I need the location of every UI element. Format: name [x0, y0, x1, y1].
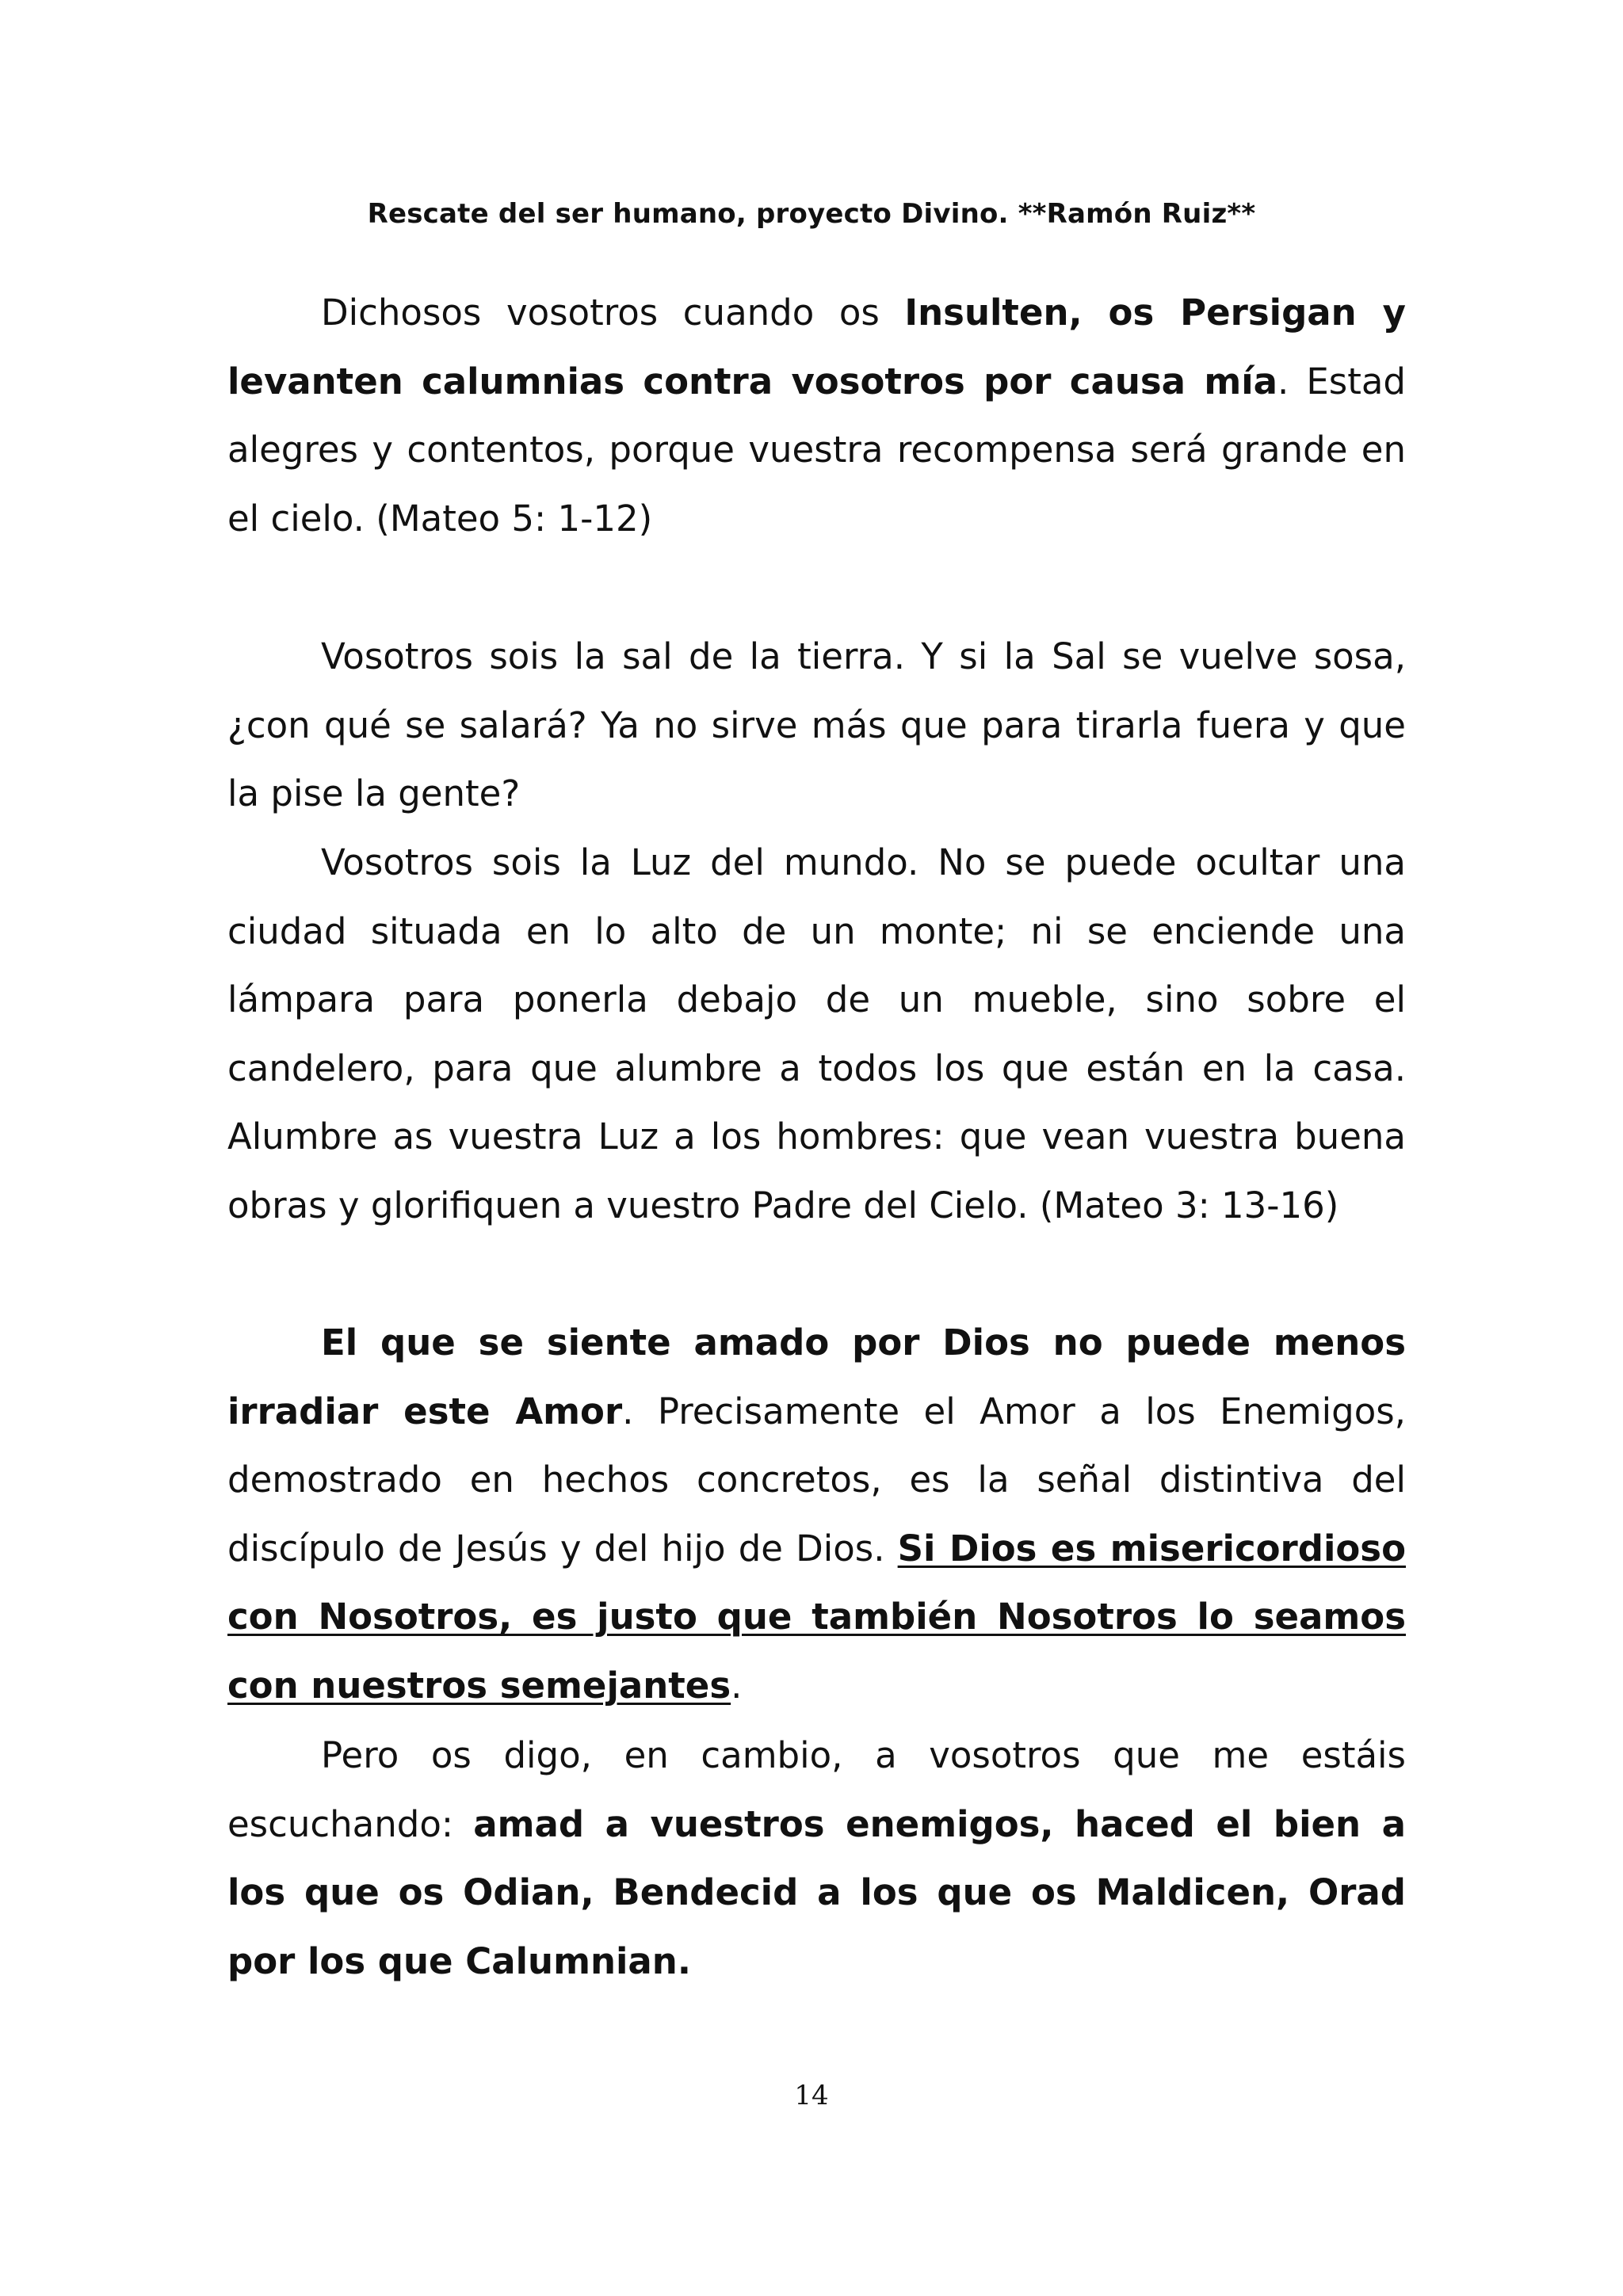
paragraph-bold-text: El que se siente amado por Dios no puede menos irradiar este Amor: [227, 1322, 1406, 1432]
paragraph-salt: [227, 623, 1406, 829]
paragraph-beatitudes: [227, 279, 1406, 553]
paragraph-underlined-text: Si Dios es misericordioso con Nosotros, es justo que también Nosotros lo seamos con nuestros semejantes: [227, 1527, 1406, 1707]
paragraph-text: . Estad alegres y contentos, porque vuestra recompensa será grande en el cielo. (Mateo 5: 1-12): [227, 360, 1406, 540]
paragraph-text: Dichosos vosotros cuando os: [321, 292, 905, 334]
paragraph-love: [227, 1309, 1406, 1720]
paragraph-text: . Precisamente el Amor a los Enemigos, demostrado en hechos concretos, es la señal distintiva del discípulo de Jesús y del hijo de Dios.: [227, 1390, 1406, 1569]
paragraph-bold-text: amad a vuestros enemigos, haced el bien a los que os Odian, Bendecid a los que os Maldicen, Orad por los que Calumnian.: [227, 1802, 1407, 1982]
header-title: Rescate del ser humano, proyecto Divino. **Ramón Ruiz**: [367, 198, 1256, 230]
paragraph-bold-text: Insulten, os Persigan y levanten calumnias contra vosotros por causa mía: [227, 292, 1406, 402]
paragraph-light: [227, 829, 1406, 1240]
page-number: 14: [794, 2080, 829, 2111]
paragraph-text: Pero os digo, en cambio, a vosotros que me estáis escuchando:: [227, 1734, 1406, 1845]
paragraph-text: Vosotros sois la Luz del mundo. No se puede ocultar una ciudad situada en lo alto de un monte; ni se enciende una lámpara para ponerla debajo de un mueble, sino sobre el candelero, para que alumbre a todos los que están en la casa. Alumbre as vuestra Luz a los hombres: que vean vuestra buena obras y glorifiquen a vuestro Padre del Cielo. (Mateo 3: 13-16): [227, 841, 1406, 1226]
paragraph-text: .: [731, 1664, 743, 1707]
paragraph-enemies: [227, 1722, 1406, 1996]
paragraph-text: Vosotros sois la sal de la tierra. Y si la Sal se vuelve sosa, ¿con qué se salará? Ya no sirve más que para tirarla fuera y que la pise la gente?: [227, 635, 1406, 814]
page-header: [0, 194, 1623, 234]
